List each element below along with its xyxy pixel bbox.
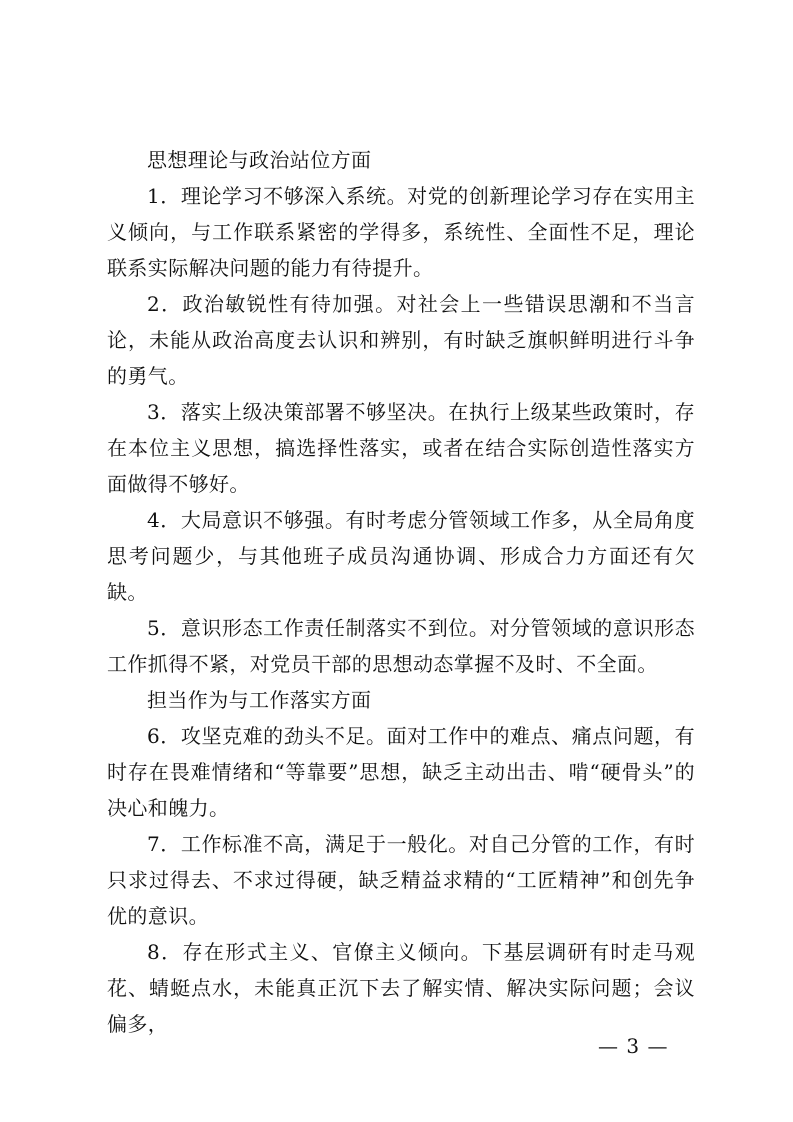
list-item-3: 3．落实上级决策部署不够坚决。在执行上级某些政策时，存在本位主义思想，搞选择性落实，或者在结合实际创造性落实方面做得不够好。 [107, 400, 695, 496]
section-heading-ideology: 思想理论与政治站位方面 [147, 148, 372, 172]
list-item-5: 5．意识形态工作责任制落实不到位。对分管领域的意识形态工作抓得不紧，对党员干部的思想动态掌握不及时、不全面。 [107, 616, 695, 676]
list-item-1: 1．理论学习不够深入系统。对党的创新理论学习存在实用主义倾向，与工作联系紧密的学得多，系统性、全面性不足，理论联系实际解决问题的能力有待提升。 [107, 184, 695, 280]
page-number: — 3 — [598, 1034, 669, 1058]
list-item-6: 6．攻坚克难的劲头不足。面对工作中的难点、痛点问题，有时存在畏难情绪和“等靠要”思想，缺乏主动出击、啃“硬骨头”的决心和魄力。 [107, 724, 695, 820]
document-body [107, 142, 695, 1042]
list-item-2: 2．政治敏锐性有待加强。对社会上一些错误思潮和不当言论，未能从政治高度去认识和辨别，有时缺乏旗帜鲜明进行斗争的勇气。 [107, 292, 695, 388]
list-item-7: 7．工作标准不高，满足于一般化。对自己分管的工作，有时只求过得去、不求过得硬，缺乏精益求精的“工匠精神”和创先争优的意识。 [107, 832, 695, 928]
list-item-4: 4．大局意识不够强。有时考虑分管领域工作多，从全局角度思考问题少，与其他班子成员沟通协调、形成合力方面还有欠缺。 [107, 508, 695, 604]
list-item-8: 8．存在形式主义、官僚主义倾向。下基层调研有时走马观花、蜻蜓点水，未能真正沉下去了解实情、解决实际问题；会议偏多， [107, 940, 695, 1036]
section-heading-responsibility: 担当作为与工作落实方面 [147, 688, 372, 712]
